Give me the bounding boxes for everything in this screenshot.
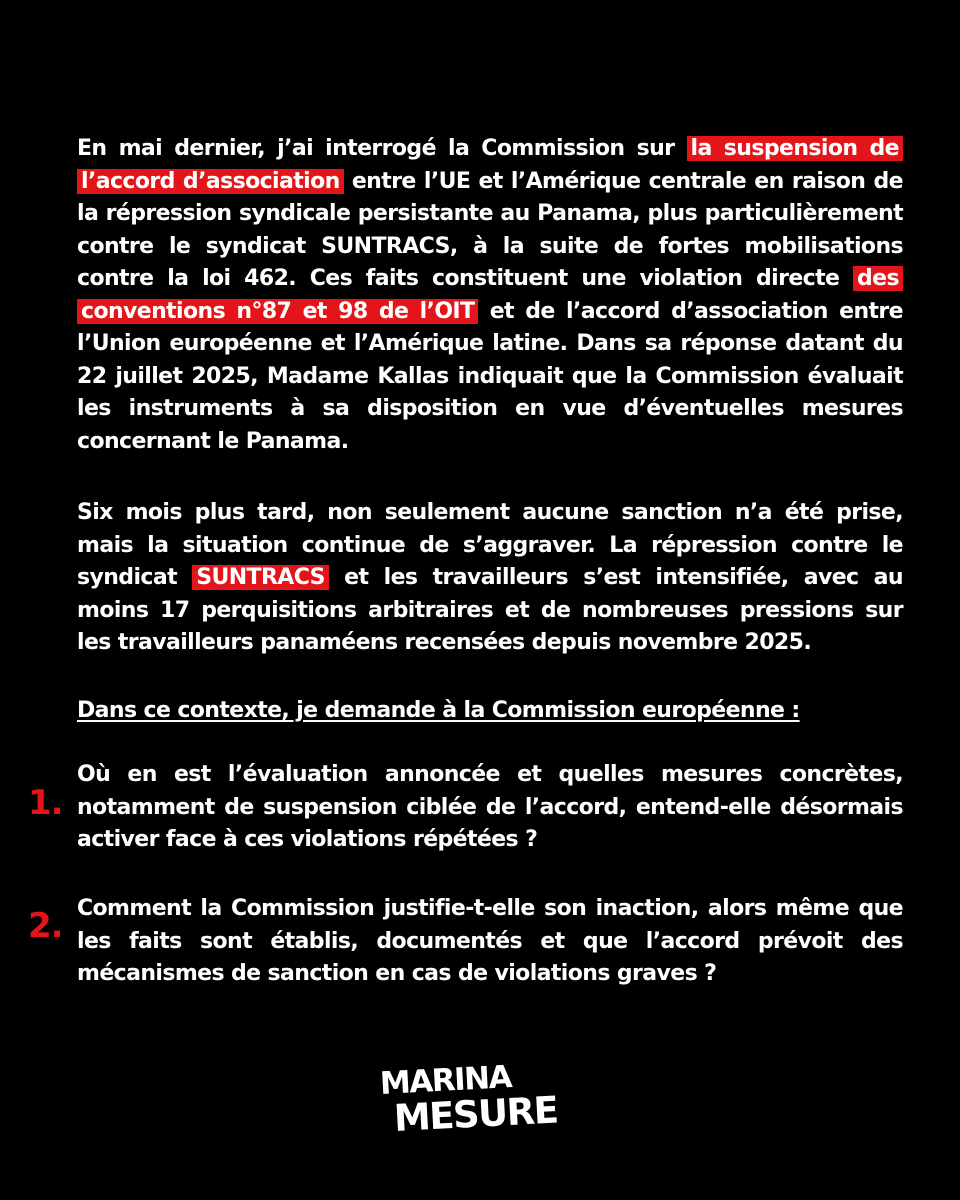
question-number-1: 1.: [28, 783, 63, 823]
situation-text-start: Six mois plus tard, non seulement aucune sanction n’a été prise, mais la situation continue de s’aggraver. La répression contre le syndicat: [77, 500, 903, 590]
question-heading: Dans ce contexte, je demande à la Commission européenne :: [77, 698, 800, 723]
highlight-suspension: la suspension de l’accord d’association: [77, 136, 903, 194]
situation-text-end: et les travailleurs s’est intensifiée, avec au moins 17 perquisitions arbitraires et de nombreuses pressions sur les travailleurs panaméens recensées depuis novembre 2025.: [77, 565, 903, 655]
highlight-conventions: des conventions n°87 et 98 de l’OIT: [77, 266, 903, 324]
question-1-text: Où en est l’évaluation annoncée et quelles mesures concrètes, notamment de suspension ciblée de l’accord, entend-elle désormais activer face à ces violations répétées ?: [77, 762, 903, 852]
intro-text-middle: entre l’UE et l’Amérique centrale en raison de la répression syndicale persistante au Panama, plus particulièrement contre le syndicat SUNTRACS, à la suite de fortes mobilisations contre la loi 462. Ces faits constituent une violation directe: [77, 168, 904, 291]
marina-mesure-logo: [379, 1059, 580, 1141]
highlight-suntracs: SUNTRACS: [192, 565, 329, 590]
logo-line-1: MARINA: [379, 1059, 512, 1102]
situation-paragraph: [77, 497, 903, 660]
intro-paragraph: [77, 133, 903, 458]
intro-text-start: En mai dernier, j’ai interrogé la Commission sur: [77, 136, 687, 161]
logo-line-2: MESURE: [392, 1088, 559, 1141]
question-number-2: 2.: [28, 906, 63, 946]
question-2-text: Comment la Commission justifie-t-elle son inaction, alors même que les faits sont établis, documentés et que l’accord prévoit des mécanismes de sanction en cas de violations graves ?: [77, 896, 903, 986]
intro-text-end: et de l’accord d’association entre l’Union européenne et l’Amérique latine. Dans sa réponse datant du 22 juillet 2025, Madame Kallas indiquait que la Commission évaluait les instruments à sa disposition en vue d’éventuelles mesures concernant le Panama.: [77, 298, 903, 454]
